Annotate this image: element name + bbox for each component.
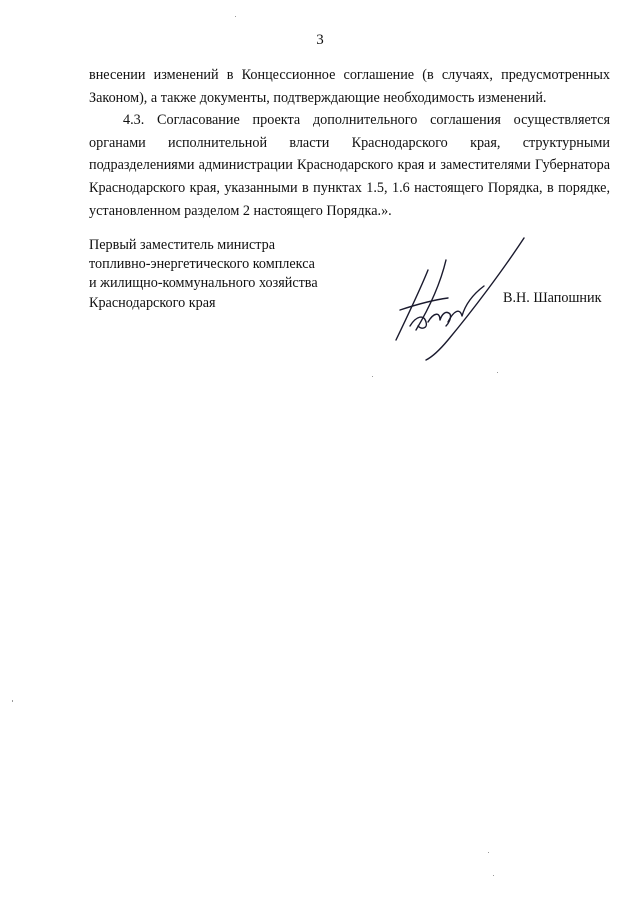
signatory-title-line: Краснодарского края	[89, 294, 216, 311]
scan-speck	[372, 376, 373, 377]
scan-speck	[493, 875, 494, 876]
body-text	[89, 64, 610, 222]
scan-speck	[497, 372, 498, 373]
scan-speck	[12, 700, 13, 702]
signatory-title-line: и жилищно-коммунального хозяйства	[89, 275, 318, 292]
signatory-title	[89, 236, 318, 313]
signatory-name: В.Н. Шапошник	[503, 290, 602, 306]
signatory-title-line: топливно-энергетического комплекса	[89, 256, 315, 273]
paragraph-continuation: внесении изменений в Концессионное соглашение (в случаях, предусмотренных Законом), а также документы, подтверждающие необходимость изменений.	[89, 67, 610, 106]
scan-speck	[488, 852, 489, 853]
scan-speck	[235, 16, 236, 17]
page-number: 3	[316, 32, 324, 48]
paragraph-4-3: 4.3. Согласование проекта дополнительного соглашения осуществляется органами исполнительной власти Краснодарского края, структурными подразделениями администрации Краснодарского края и заместителями Губернатора Краснодарского края, указанными в пунктах 1.5, 1.6 настоящего Порядка, в порядке, установленном разделом 2 настоящего Порядка.».	[89, 112, 610, 219]
signatory-title-line: Первый заместитель министра	[89, 237, 276, 253]
